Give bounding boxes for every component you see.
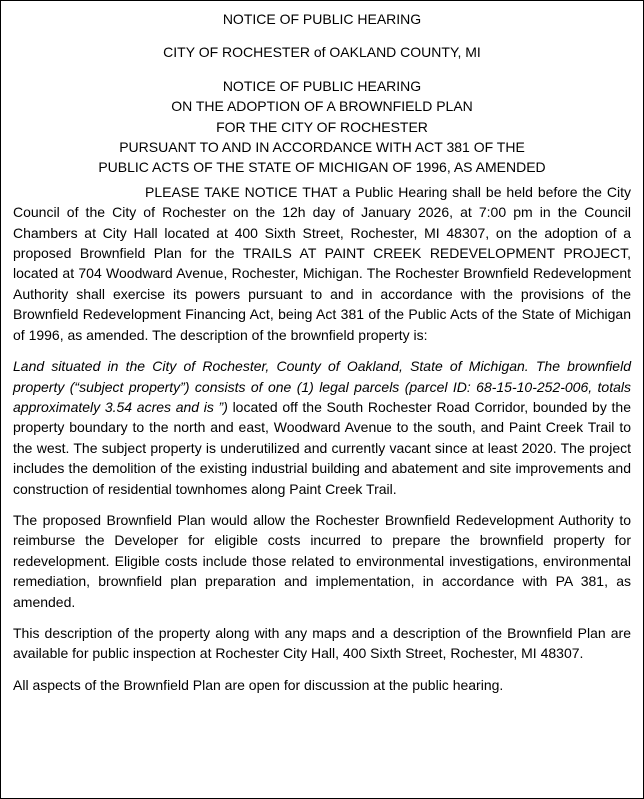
title-block <box>13 76 631 178</box>
discussion-paragraph: All aspects of the Brownfield Plan are open for discussion at the public hearing. <box>13 676 504 693</box>
notice-heading: NOTICE OF PUBLIC HEARING <box>222 11 422 27</box>
hearing-notice-paragraph: PLEASE TAKE NOTICE THAT a Public Hearing shall be held before the City Council of the City of Rochester on the 12h day of January 2026, at 7:00 pm in the Council Chambers at City Hall located at 400 Sixth Street, Rochester, MI 48307, on the adoption of a proposed Brownfield Plan for the TRAILS AT PAINT CREEK REDEVELOPMENT PROJECT, located at 704 Woodward Avenue, Rochester, Michigan. The Rochester Brownfield Redevelopment Authority shall exercise its powers pursuant to and in accordance with the provisions of the Brownfield Redevelopment Financing Act, being Act 381 of the Public Acts of the State of Michigan of 1996, as amended. The description of the brownfield property is: <box>13 183 631 343</box>
property-location-text: located off the South Rochester Road Corridor, bounded by the property boundary to the north and east, Woodward Avenue to the south, and Paint Creek Trail to the west. The subject property is underutilized and currently vacant since at least 2020. The project includes the demolition of the existing industrial building and abatement and site improvements and construction of residential townhomes along Paint Creek Trail. <box>13 398 631 497</box>
title-line: NOTICE OF PUBLIC HEARING <box>222 77 422 94</box>
title-line: PUBLIC ACTS OF THE STATE OF MICHIGAN OF 1996, AS AMENDED <box>98 159 546 176</box>
inspection-paragraph: This description of the property along with any maps and a description of the Brownfield Plan are available for public inspection at Rochester City Hall, 400 Sixth Street, Rochester, MI 48307. <box>13 624 631 662</box>
city-heading: CITY OF ROCHESTER of OAKLAND COUNTY, MI <box>163 44 481 61</box>
property-description-paragraph <box>13 356 631 499</box>
title-line: PURSUANT TO AND IN ACCORDANCE WITH ACT 381 OF THE <box>119 139 525 156</box>
plan-purpose-paragraph: The proposed Brownfield Plan would allow the Rochester Brownfield Redevelopment Authority to reimburse the Developer for eligible costs incurred to prepare the brownfield property for redevelopment. Eligible costs include those related to environmental investigations, environmental remediation, brownfield plan preparation and implementation, in accordance with PA 381, as amended. <box>13 511 631 610</box>
legal-description: Land situated in the City of Rochester, County of Oakland, State of Michigan. The brownfield property (“subject property”) consists of one (1) legal parcels (parcel ID: 68-15-10-252-006, totals approximately 3.54 acres and is ”) <box>13 358 631 415</box>
title-line: ON THE ADOPTION OF A BROWNFIELD PLAN <box>171 98 473 115</box>
title-line: FOR THE CITY OF ROCHESTER <box>216 118 428 135</box>
